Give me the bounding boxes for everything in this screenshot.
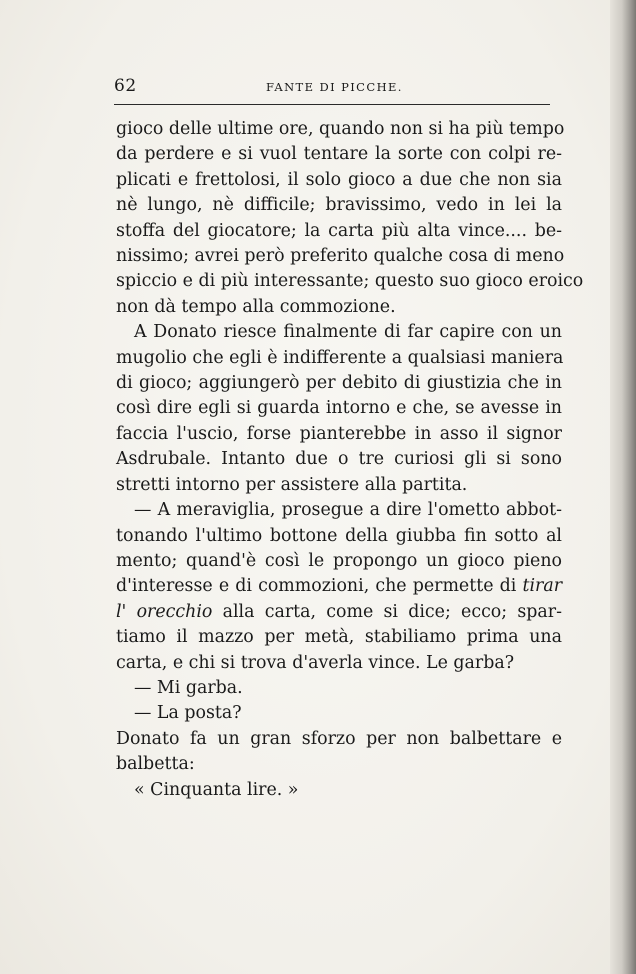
text-line: Donato fa un gran sforzo per non balbettare e xyxy=(116,728,562,749)
text-line: mento; quand'è così le propongo un gioco pieno xyxy=(116,550,562,571)
text-segment: alla carta, come si dice; ecco; spar- xyxy=(222,601,562,622)
text-line: non dà tempo alla commozione. xyxy=(116,296,396,317)
running-header xyxy=(114,72,550,102)
text-line: « Cinquanta lire. » xyxy=(134,779,299,800)
text-segment: d'interesse e di commozioni, che permette di xyxy=(116,576,517,597)
text-line-with-italic xyxy=(116,600,562,625)
text-line: carta, e chi si trova d'averla vince. Le garba? xyxy=(116,652,515,673)
text-line: — La posta? xyxy=(134,703,242,724)
text-line: nissimo; avrei però preferito qualche cosa di meno xyxy=(116,246,565,267)
text-line: mugolio che egli è indifferente a qualsiasi maniera xyxy=(116,347,564,368)
text-line: A Donato riesce finalmente di far capire con un xyxy=(134,322,562,343)
text-line: spiccio e di più interessante; questo suo gioco eroico xyxy=(116,271,584,292)
text-line: stretti intorno per assistere alla partita. xyxy=(116,474,468,495)
text-line: faccia l'uscio, forse pianterebbe in asso il signor xyxy=(116,423,562,444)
text-line: di gioco; aggiungerò per debito di giustizia che in xyxy=(116,373,562,394)
text-line: Asdrubale. Intanto due o tre curiosi gli si sono xyxy=(116,449,562,470)
text-line: gioco delle ultime ore, quando non si ha più tempo xyxy=(116,119,565,139)
text-line: — Mi garba. xyxy=(134,677,243,698)
text-line: nè lungo, nè difficile; bravissimo, vedo in lei la xyxy=(116,195,562,216)
running-title: FANTE DI PICCHE. xyxy=(266,80,403,94)
text-line: stoffa del giocatore; la carta più alta vince.... be- xyxy=(116,220,562,241)
text-line: balbetta: xyxy=(116,754,195,775)
page-edge-shadow xyxy=(610,0,636,974)
text-line: plicati e frettolosi, il solo gioco a due che non sia xyxy=(116,169,562,190)
text-line: da perdere e si vuol tentare la sorte con colpi re- xyxy=(116,144,562,165)
italic-term: tirar xyxy=(522,576,563,597)
text-line: così dire egli si guarda intorno e che, se avesse in xyxy=(116,398,562,419)
text-line: tonando l'ultimo bottone della giubba fin sotto al xyxy=(116,525,562,546)
italic-term: l' orecchio xyxy=(116,601,213,622)
text-line: — A meraviglia, prosegue a dire l'ometto abbot- xyxy=(134,500,562,521)
header-rule xyxy=(114,104,550,105)
text-line: tiamo il mazzo per metà, stabiliamo prima una xyxy=(116,627,562,648)
page-number: 62 xyxy=(114,76,137,96)
body-text xyxy=(116,117,584,803)
text-line-with-italic xyxy=(116,574,562,599)
